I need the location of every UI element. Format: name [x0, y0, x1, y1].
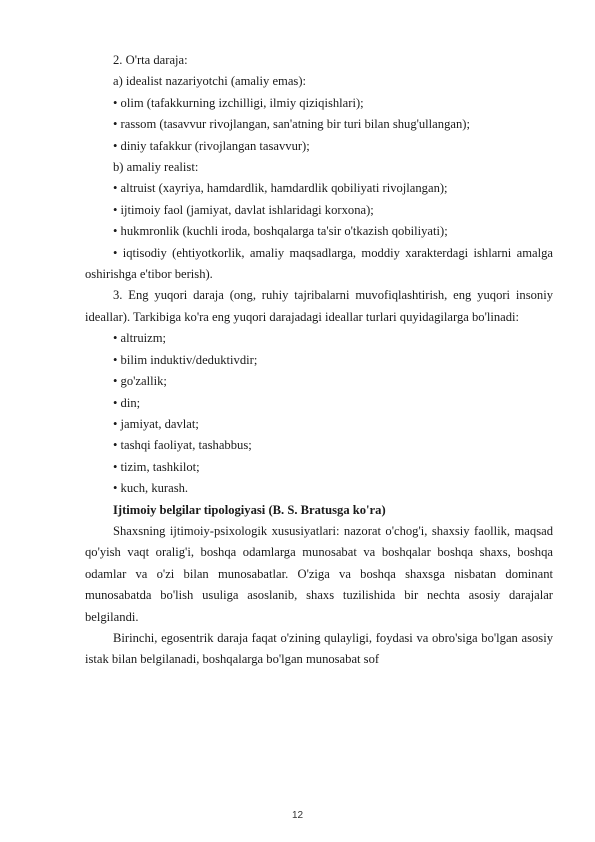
list-item: • go'zallik; [113, 374, 167, 389]
list-item: • kuch, kurash. [113, 481, 189, 496]
list-item: • altruizm; [113, 331, 167, 346]
list-item: • jamiyat, davlat; [113, 416, 199, 431]
list-item: • hukmronlik (kuchli iroda, boshqalarga ta'sir o'tkazish qobiliyati); [113, 224, 448, 239]
list-item-long: • iqtisodiy (ehtiyotkorlik, amaliy maqsadlarga, moddiy xarakterdagi ishlarni amalga oshirishga e'tibor berish). [85, 245, 553, 282]
section-heading: Ijtimoiy belgilar tipologiyasi (B. S. Bratusga ko'ra) [113, 502, 386, 517]
list-item: • altruist (xayriya, hamdardlik, hamdardlik qobiliyati rivojlangan); [113, 181, 448, 196]
list-item: • tizim, tashkilot; [113, 459, 200, 474]
list-item: • diniy tafakkur (rivojlangan tasavvur); [113, 138, 310, 153]
list-item: • olim (tafakkurning izchilligi, ilmiy qiziqishlari); [113, 95, 364, 110]
page-number: 12 [291, 810, 304, 821]
section-2-title: 2. O'rta daraja: [113, 53, 188, 67]
body-paragraph: Shaxsning ijtimoiy-psixologik xususiyatlari: nazorat o'chog'i, shaxsiy faollik, maqsad qo'yish vaqt oralig'i, boshqa odamlarga munosabat va boshqalar boshqa shaxs, boshqa odamlar va o'zi bilan munosabatlar. O'ziga va boshqa shaxsga nisbatan dominant munosabatda bo'lish usuliga asoslanib, shaxs tuzilishida bir nechta asosiy darajalar belgilandi. [85, 523, 553, 624]
list-item: • ijtimoiy faol (jamiyat, davlat ishlaridagi korxona); [113, 202, 374, 217]
list-item: • din; [113, 395, 141, 410]
list-item: • rassom (tasavvur rivojlangan, san'atning bir turi bilan shug'ullangan); [113, 117, 470, 132]
document-page [85, 50, 553, 671]
list-item: • tashqi faoliyat, tashabbus; [113, 438, 252, 453]
section-2b-label: b) amaliy realist: [113, 160, 199, 175]
section-2a-label: a) idealist nazariyotchi (amaliy emas): [113, 74, 307, 89]
section-3-intro: 3. Eng yuqori daraja (ong, ruhiy tajribalarni muvofiqlashtirish, eng yuqori insoniy ideallar). Tarkibiga ko'ra eng yuqori darajadagi ideallar turlari quyidagilarga bo'linadi: [85, 288, 553, 324]
list-item: • bilim induktiv/deduktivdir; [113, 352, 258, 367]
body-paragraph: Birinchi, egosentrik daraja faqat o'zining qulayligi, foydasi va obro'siga bo'lgan asosiy istak bilan belgilanadi, boshqalarga bo'lgan munosabat sof [85, 630, 553, 667]
